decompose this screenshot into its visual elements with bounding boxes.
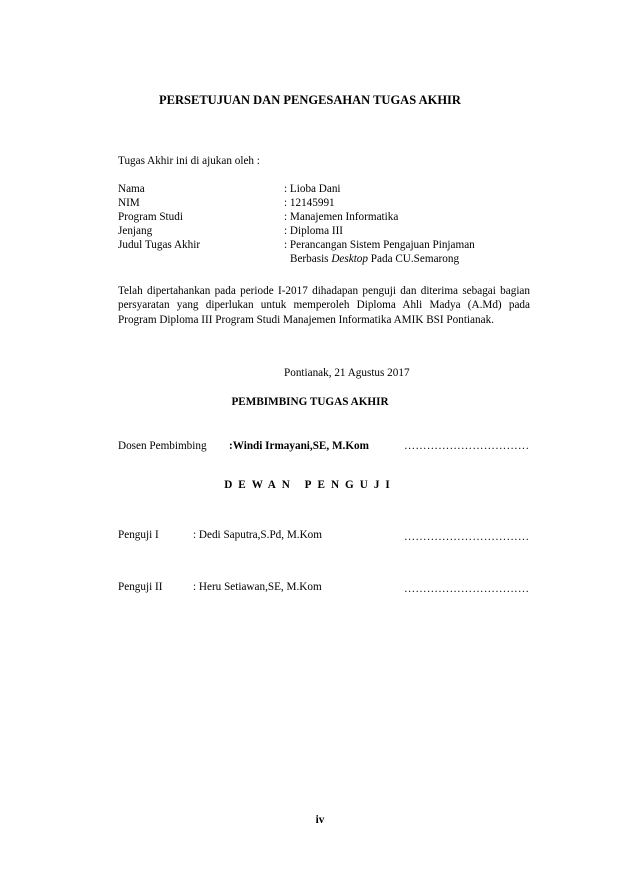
field-value-jenjang: : Diploma III	[284, 225, 344, 237]
field-label-jenjang: Jenjang	[118, 225, 153, 237]
field-label-program-studi: Program Studi	[118, 211, 183, 223]
penguji-1-signature-line: ……………………………	[404, 531, 530, 543]
penguji-2-label: Penguji II	[118, 581, 163, 593]
pembimbing-heading: PEMBIMBING TUGAS AKHIR	[231, 396, 389, 408]
intro-text: Tugas Akhir ini di ajukan oleh :	[118, 155, 260, 167]
field-label-nama: Nama	[118, 183, 145, 195]
field-value-nama: : Lioba Dani	[284, 183, 341, 195]
judul-line2-post: Pada CU.Semarong	[368, 253, 460, 265]
pembimbing-label: Dosen Pembimbing	[118, 440, 207, 452]
page-number: iv	[315, 814, 325, 826]
place-date: Pontianak, 21 Agustus 2017	[284, 367, 410, 379]
document-title: PERSETUJUAN DAN PENGESAHAN TUGAS AKHIR	[159, 93, 461, 107]
field-label-nim: NIM	[118, 197, 140, 209]
pembimbing-signature-line: ……………………………	[404, 440, 530, 452]
pembimbing-name: :Windi Irmayani,SE, M.Kom	[229, 440, 369, 452]
field-value-judul: : Perancangan Sistem Pengajuan Pinjaman	[284, 239, 475, 251]
penguji-2-name: : Heru Setiawan,SE, M.Kom	[193, 581, 322, 593]
field-label-judul: Judul Tugas Akhir	[118, 239, 201, 251]
penguji-2-signature-line: ……………………………	[404, 583, 530, 595]
penguji-1-name: : Dedi Saputra,S.Pd, M.Kom	[193, 529, 322, 541]
penguji-1-label: Penguji I	[118, 529, 159, 541]
statement-paragraph: Telah dipertahankan pada periode I-2017 dihadapan penguji dan diterima sebagai bagian persyaratan yang diperlukan untuk memperoleh Diploma Ahli Madya (A.Md) pada Program Diploma III Program Studi Manajemen Informatika AMIK BSI Pontianak.	[118, 285, 530, 326]
judul-line2-pre: Berbasis	[290, 253, 332, 265]
penguji-heading: DEWAN PENGUJI	[224, 479, 396, 491]
judul-line2-italic: Desktop	[331, 253, 368, 265]
field-value-program-studi: : Manajemen Informatika	[284, 211, 399, 223]
field-value-nim: : 12145991	[284, 197, 335, 209]
field-value-judul-line2	[290, 252, 459, 266]
